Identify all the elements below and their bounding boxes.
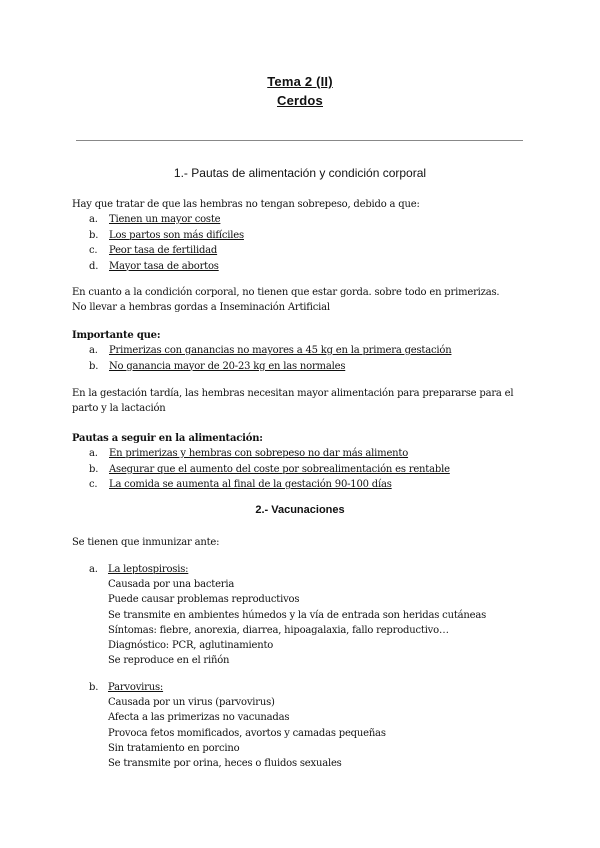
list-item: c. La comida se aumenta al final de la gestación 90-100 días [89,479,392,490]
list-item: c. Peor tasa de fertilidad [89,245,218,256]
list-item: b. Parvovirus: [89,682,164,693]
document-title-line1: Tema 2 (II) [267,74,333,89]
disease-detail: Causada por un virus (parvovirus) [108,697,275,709]
list-item: a. Primerizas con ganancias no mayores a 45 kg en la primera gestación [89,345,452,356]
section2-heading: 2.- Vacunaciones [255,504,345,516]
horizontal-divider [76,140,523,141]
list-item: b. Asegurar que el aumento del coste por sobrealimentación es rentable [89,463,450,475]
disease-detail: Se transmite por orina, heces o fluidos sexuales [108,758,342,770]
disease-detail: Se transmite en ambientes húmedos y la vía de entrada son heridas cutáneas [108,609,487,621]
list-item: a. La leptospirosis: [89,564,189,575]
disease-detail: Afecta a las primerizas no vacunadas [108,712,290,724]
disease-detail: Causada por una bacteria [108,579,235,591]
disease-detail: Síntomas: fiebre, anorexia, diarrea, hipoagalaxia, fallo reproductivo… [108,624,449,636]
condition-line1: En cuanto a la condición corporal, no tienen que estar gorda. sobre todo en primerizas. [72,287,500,298]
section1-intro: Hay que tratar de que las hembras no tengan sobrepeso, debido a que: [72,199,420,210]
reasons-list [72,212,244,274]
important-label: Importante que: [72,330,161,341]
disease-detail: Diagnóstico: PCR, aglutinamiento [108,640,274,652]
feeding-list [72,446,450,493]
disease-detail: Sin tratamiento en porcino [108,742,240,754]
disease-block-leptospirosis [89,562,486,668]
list-item: b. No ganancia mayor de 20-23 kg en las normales [89,360,346,372]
section1-heading: 1.- Pautas de alimentación y condición corporal [173,166,427,180]
disease-detail: Se reproduce en el riñón [108,655,230,667]
disease-block-parvovirus [89,680,386,771]
list-item: a. Tienen un mayor coste [89,214,221,225]
list-item: d. Mayor tasa de abortos [89,260,219,272]
list-item: a. En primerizas y hembras con sobrepeso no dar más alimento [89,448,409,459]
important-list [72,343,451,374]
document-title-line2: Cerdos [277,93,323,108]
disease-detail: Provoca fetos momificados, avortos y camadas pequeñas [108,727,386,739]
late-gestation-paragraph: En la gestación tardía, las hembras necesitan mayor alimentación para prepararse para el parto y la lactación [72,388,514,414]
feeding-label: Pautas a seguir en la alimentación: [72,433,263,444]
condition-line2: No llevar a hembras gordas a Inseminación Artificial [72,302,330,313]
disease-detail: Puede causar problemas reproductivos [108,594,300,606]
list-item: b. Los partos son más difíciles [89,229,244,241]
section2-intro: Se tienen que inmunizar ante: [72,537,220,548]
